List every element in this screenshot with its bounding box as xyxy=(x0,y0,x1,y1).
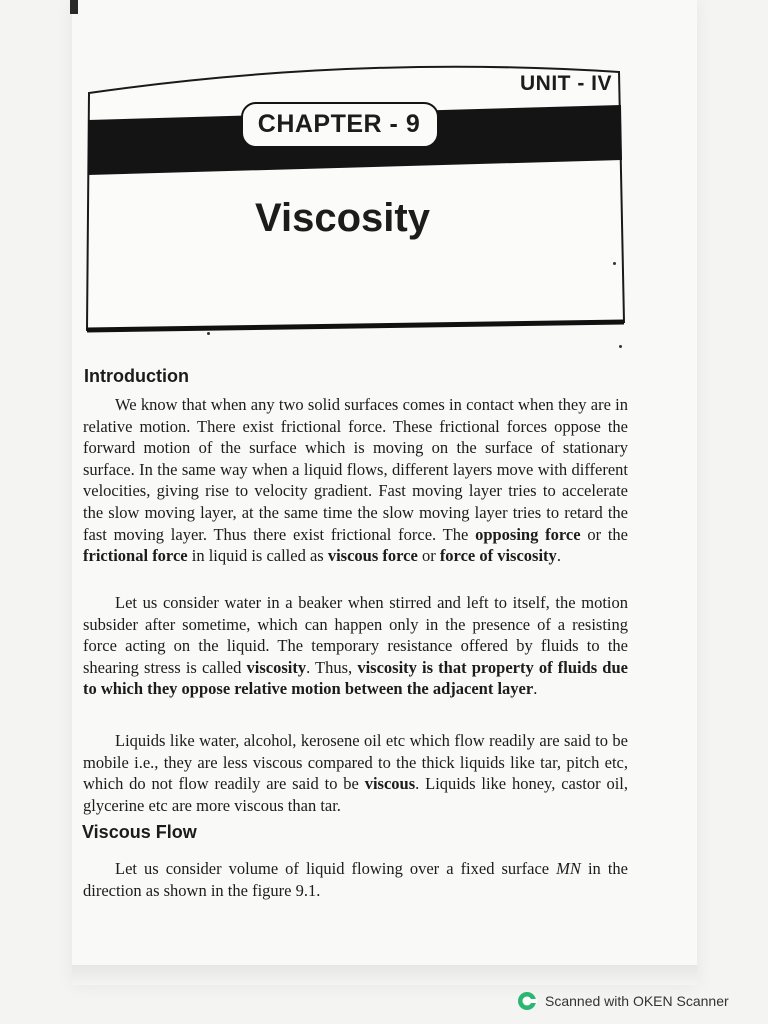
paragraph-viscous-flow: Let us consider volume of liquid flowing over a fixed surface MN in the direction as shown in the figure 9.1. xyxy=(83,859,628,900)
section-heading-viscous-flow: Viscous Flow xyxy=(82,822,197,842)
scanner-watermark xyxy=(517,990,729,1012)
unit-label: UNIT - IV xyxy=(520,72,612,95)
paragraph-mobile-viscous: Liquids like water, alcohol, kerosene oil etc which flow readily are said to be mobile i.e., they are less viscous compared to the thick liquids like tar, pitch etc, which do not flow readily are said to be viscous. Liquids like honey, castor oil, glycerine etc are more viscous than tar. xyxy=(83,731,628,815)
dust-speck xyxy=(619,345,622,348)
chapter-title: Viscosity xyxy=(255,196,430,240)
paragraph-introduction: We know that when any two solid surfaces comes in contact when they are in relative motion. There exist frictional force. These frictional forces oppose the forward motion of the surface which is moving on the surface of stationary surface. In the same way when a liquid flows, different layers move with different velocities, giving rise to velocity gradient. Fast moving layer tries to accelerate the slow moving layer, at the same time the slow moving layer tries to retard the fast moving layer. Thus there exist frictional force. The opposing force or the frictional force in liquid is called as viscous force or force of viscosity. xyxy=(83,395,628,566)
paragraph-viscosity-definition: Let us consider water in a beaker when stirred and left to itself, the motion subsider after sometime, which can happen only in the presence of a resisting force acting on the liquid. The temporary resistance offered by fluids to the shearing stress is called viscosity. Thus, viscosity is that property of fluids due to which they oppose relative motion between the adjacent layer. xyxy=(83,593,628,699)
dust-speck xyxy=(613,262,616,265)
page-bottom-shadow xyxy=(72,965,697,985)
oken-logo-icon xyxy=(517,991,537,1011)
section-heading-introduction: Introduction xyxy=(84,366,189,386)
page-edge-shadow xyxy=(70,0,78,14)
scanner-text: Scanned with OKEN Scanner xyxy=(545,993,729,1009)
chapter-label: CHAPTER - 9 xyxy=(257,110,421,138)
dust-speck xyxy=(207,332,210,335)
